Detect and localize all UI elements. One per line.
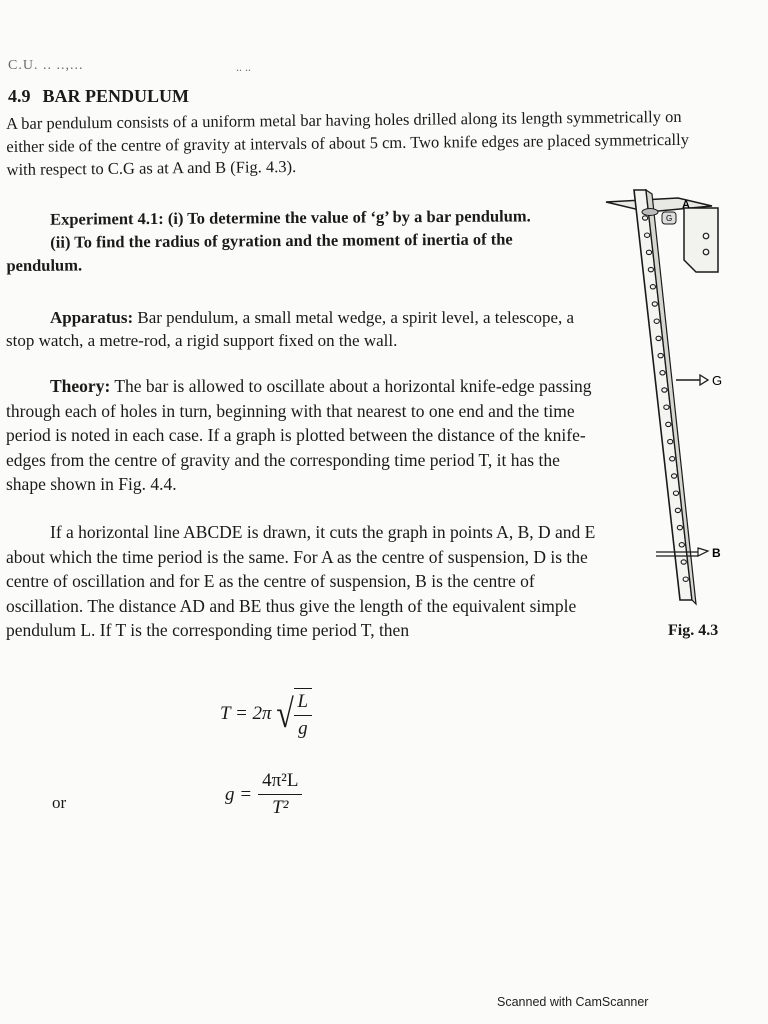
experiment-part2: (ii) To find the radius of gyration and the moment of inertia of the pendulum.	[6, 229, 513, 275]
apparatus-paragraph	[6, 306, 588, 352]
horizontal-text: If a horizontal line ABCDE is drawn, it cuts the graph in points A, B, D and E about which the time period is the same. For A as the centre of suspension, D is the centre of oscillation and for E as the centre of suspension, B is the centre of oscillation. The distance AD and BE thus give the length of the equivalent simple pendulum L. If T is the corresponding time period T, then	[6, 522, 596, 640]
horizontal-line-paragraph	[6, 520, 614, 643]
theory-text: The bar is allowed to oscillate about a horizontal knife-edge passing through each of holes in turn, beginning with that nearest to one end and the time period is noted in each case. If a graph is plotted between the distance of the knife-edges from the centre of gravity and the corresponding time period T, it has the shape shown in Fig. 4.4.	[6, 376, 592, 494]
header-fragment-right: .. ..	[236, 60, 251, 74]
apparatus-label: Apparatus:	[50, 308, 134, 327]
equation2-lhs: g =	[225, 783, 253, 805]
theory-paragraph	[6, 374, 604, 497]
label-b: B	[712, 546, 721, 560]
bar-pendulum-figure	[600, 160, 740, 620]
apparatus-text: Bar pendulum, a small metal wedge, a spirit level, a telescope, a stop watch, a metre-rod, a rigid support fixed on the wall.	[6, 308, 575, 350]
scanner-watermark: Scanned with CamScanner	[497, 995, 649, 1009]
section-heading	[8, 86, 189, 107]
equation1-denominator: g	[298, 718, 308, 739]
section-number: 4.9	[8, 86, 31, 106]
equation2-denominator: T²	[272, 797, 289, 818]
rigid-support	[684, 208, 718, 272]
equation-gravity	[225, 770, 302, 819]
experiment-part1: (i) To determine the value of ‘g’ by a bar pendulum.	[167, 206, 531, 228]
sqrt-symbol: √ $\frac{L}{g}$	[274, 688, 313, 740]
equation1-numerator: L	[294, 691, 313, 716]
or-word: or	[52, 793, 67, 812]
label-a: A	[682, 199, 690, 211]
equation1-lhs: T = 2π	[220, 703, 272, 724]
figure-caption: Fig. 4.3	[668, 622, 719, 639]
label-g: G	[712, 373, 723, 388]
equation-period	[220, 688, 312, 740]
section-title: BAR PENDULUM	[42, 86, 189, 106]
label-g-small: G	[666, 214, 673, 223]
intro-paragraph: A bar pendulum consists of a uniform metal bar having holes drilled along its length symmetrically on either side of the centre of gravity at intervals of about 5 cm. Two knife edges are placed symmetrically with respect to C.G as at A and B (Fig. 4.3).	[6, 106, 690, 179]
theory-label: Theory:	[50, 376, 111, 396]
equation2-numerator: 4π²L	[258, 770, 302, 795]
experiment-label: Experiment 4.1:	[50, 208, 164, 229]
experiment-block	[6, 204, 591, 277]
header-fragment: C.U. .. ..,...	[8, 58, 84, 73]
